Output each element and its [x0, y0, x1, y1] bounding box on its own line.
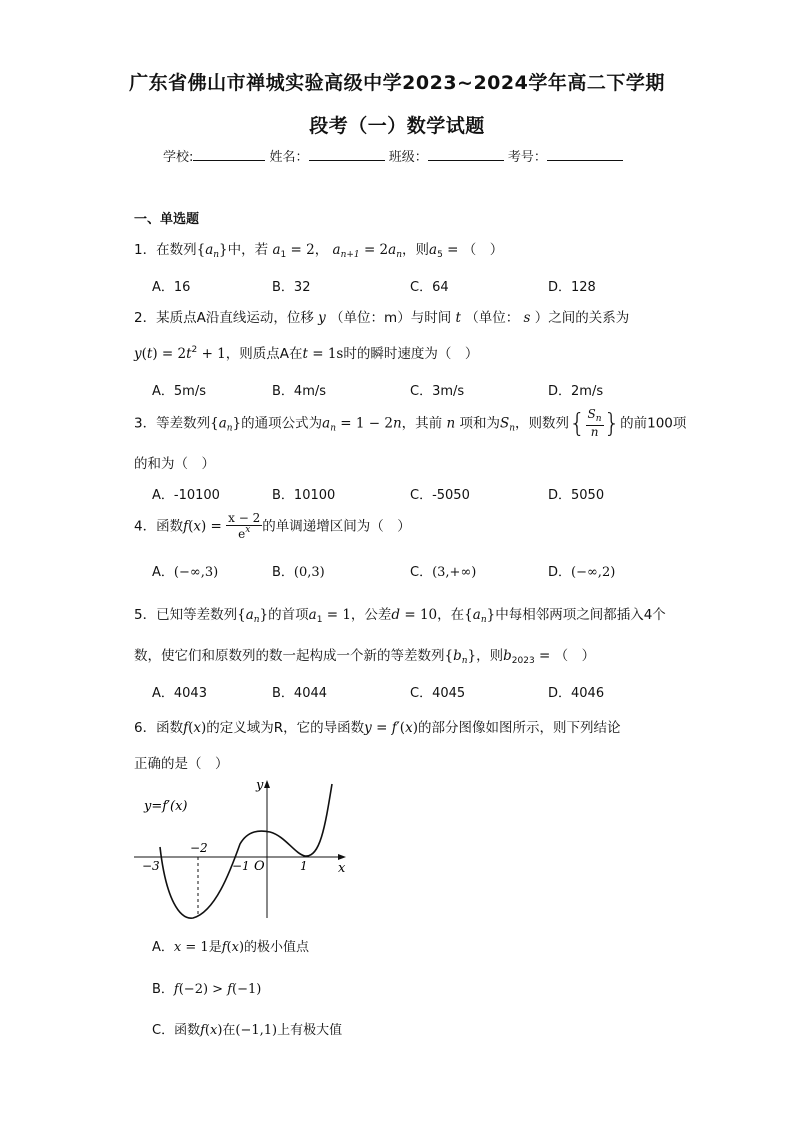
school-blank[interactable] — [193, 147, 265, 161]
q3-option-d[interactable]: D．5050 — [548, 488, 605, 503]
q5-option-a[interactable]: A．4043 — [152, 686, 207, 701]
tick-minus-1: −1 — [232, 859, 250, 873]
q1-option-b[interactable]: B．32 — [272, 280, 311, 295]
question-5-line-1: 5．已知等差数列$\{a_n\}$的首项$a_1 = 1$，公差d = 10，在$\{a_n\}$中每相邻两项之间都插入4个 — [134, 607, 666, 625]
class-blank[interactable] — [428, 147, 504, 161]
q6-option-a[interactable]: A．x = 1是f(x)的极小值点 — [152, 940, 310, 955]
name-label: 姓名： — [269, 150, 309, 165]
question-5-line-2: 数，使它们和原数列的数一起构成一个新的等差数列$\{b_n\}$，则$b_{2023}$ = （ ） — [134, 648, 596, 666]
q2-option-c[interactable]: C．3m/s — [410, 384, 465, 399]
q2-option-d[interactable]: D．2m/s — [548, 384, 604, 399]
title-line-2: 段考（一）数学试题 — [309, 115, 485, 137]
y-axis-arrow — [264, 780, 270, 788]
q6-option-c[interactable]: C．函数f(x)在(−1,1)上有极大值 — [152, 1023, 343, 1038]
question-2-line-2: $y(t) = 2t^2 + 1$，则质点A在t = 1s时的瞬时速度为（ ） — [134, 345, 479, 362]
school-label: 学校: — [163, 150, 194, 165]
q5-option-d[interactable]: D．4046 — [548, 686, 605, 701]
tick-1: 1 — [300, 859, 308, 873]
tick-minus-2: −2 — [190, 841, 208, 855]
q4-option-a[interactable]: A．(−∞,3) — [152, 565, 219, 580]
number-blank[interactable] — [547, 147, 623, 161]
name-blank[interactable] — [309, 147, 385, 161]
q3-option-a[interactable]: A．-10100 — [152, 488, 220, 503]
title-line-1: 广东省佛山市禅城实验高级中学2023~2024学年高二下学期 — [129, 72, 665, 94]
section-heading: 一、单选题 — [134, 212, 200, 227]
question-2-line-1: 2．某质点A沿直线运动，位移 y （单位：m）与时间 t （单位： s ）之间的关系为 — [134, 310, 630, 326]
q1-option-c[interactable]: C．64 — [410, 280, 449, 295]
number-label: 考号： — [507, 150, 547, 165]
class-label: 班级： — [388, 150, 428, 165]
x-axis-arrow — [338, 854, 346, 860]
q1-option-a[interactable]: A．16 — [152, 280, 191, 295]
question-3-line-1: 3．等差数列$\{a_n\}$的通项公式为$a_n = 1 - 2n$，其前 n 项和为$S_n$，则数列{ $\frac{S_n}{n}$ }的前100项 — [134, 407, 687, 439]
question-6-line-1: 6．函数f(x)的定义域为R，它的导函数y = f′(x)的部分图像如图所示，则下列结论 — [134, 720, 621, 736]
q5-option-c[interactable]: C．4045 — [410, 686, 466, 701]
q3-option-b[interactable]: B．10100 — [272, 488, 336, 503]
question-6-line-2: 正确的是（ ） — [134, 756, 229, 772]
question-1: 1．在数列$\{a_n\}$中，若 $a_1 = 2$， $a_{n+1} = 2a_n$，则$a_5$ = （ ） — [134, 242, 504, 260]
q1-option-d[interactable]: D．128 — [548, 280, 596, 295]
derivative-graph — [130, 772, 355, 922]
q5-option-b[interactable]: B．4044 — [272, 686, 328, 701]
q2-option-b[interactable]: B．4m/s — [272, 384, 327, 399]
q4-option-d[interactable]: D．(−∞,2) — [548, 565, 616, 580]
question-4: 4．函数f(x) = $\frac{x - 2}{e^x}$ 的单调递增区间为（ ） — [134, 511, 411, 542]
curve-label: y=f′(x) — [144, 799, 188, 814]
tick-minus-3: −3 — [142, 859, 160, 873]
y-axis-label: y — [256, 778, 264, 793]
q2-option-a[interactable]: A．5m/s — [152, 384, 206, 399]
q3-option-c[interactable]: C．-5050 — [410, 488, 470, 503]
q4-option-c[interactable]: C．(3,+∞) — [410, 565, 477, 580]
x-axis-label: x — [338, 861, 346, 876]
student-info — [163, 146, 623, 165]
origin-label: O — [254, 859, 265, 874]
q4-option-b[interactable]: B．(0,3) — [272, 565, 325, 580]
q6-option-b[interactable]: B．f(−2) > f(−1) — [152, 982, 262, 997]
question-3-line-2: 的和为（ ） — [134, 456, 215, 472]
